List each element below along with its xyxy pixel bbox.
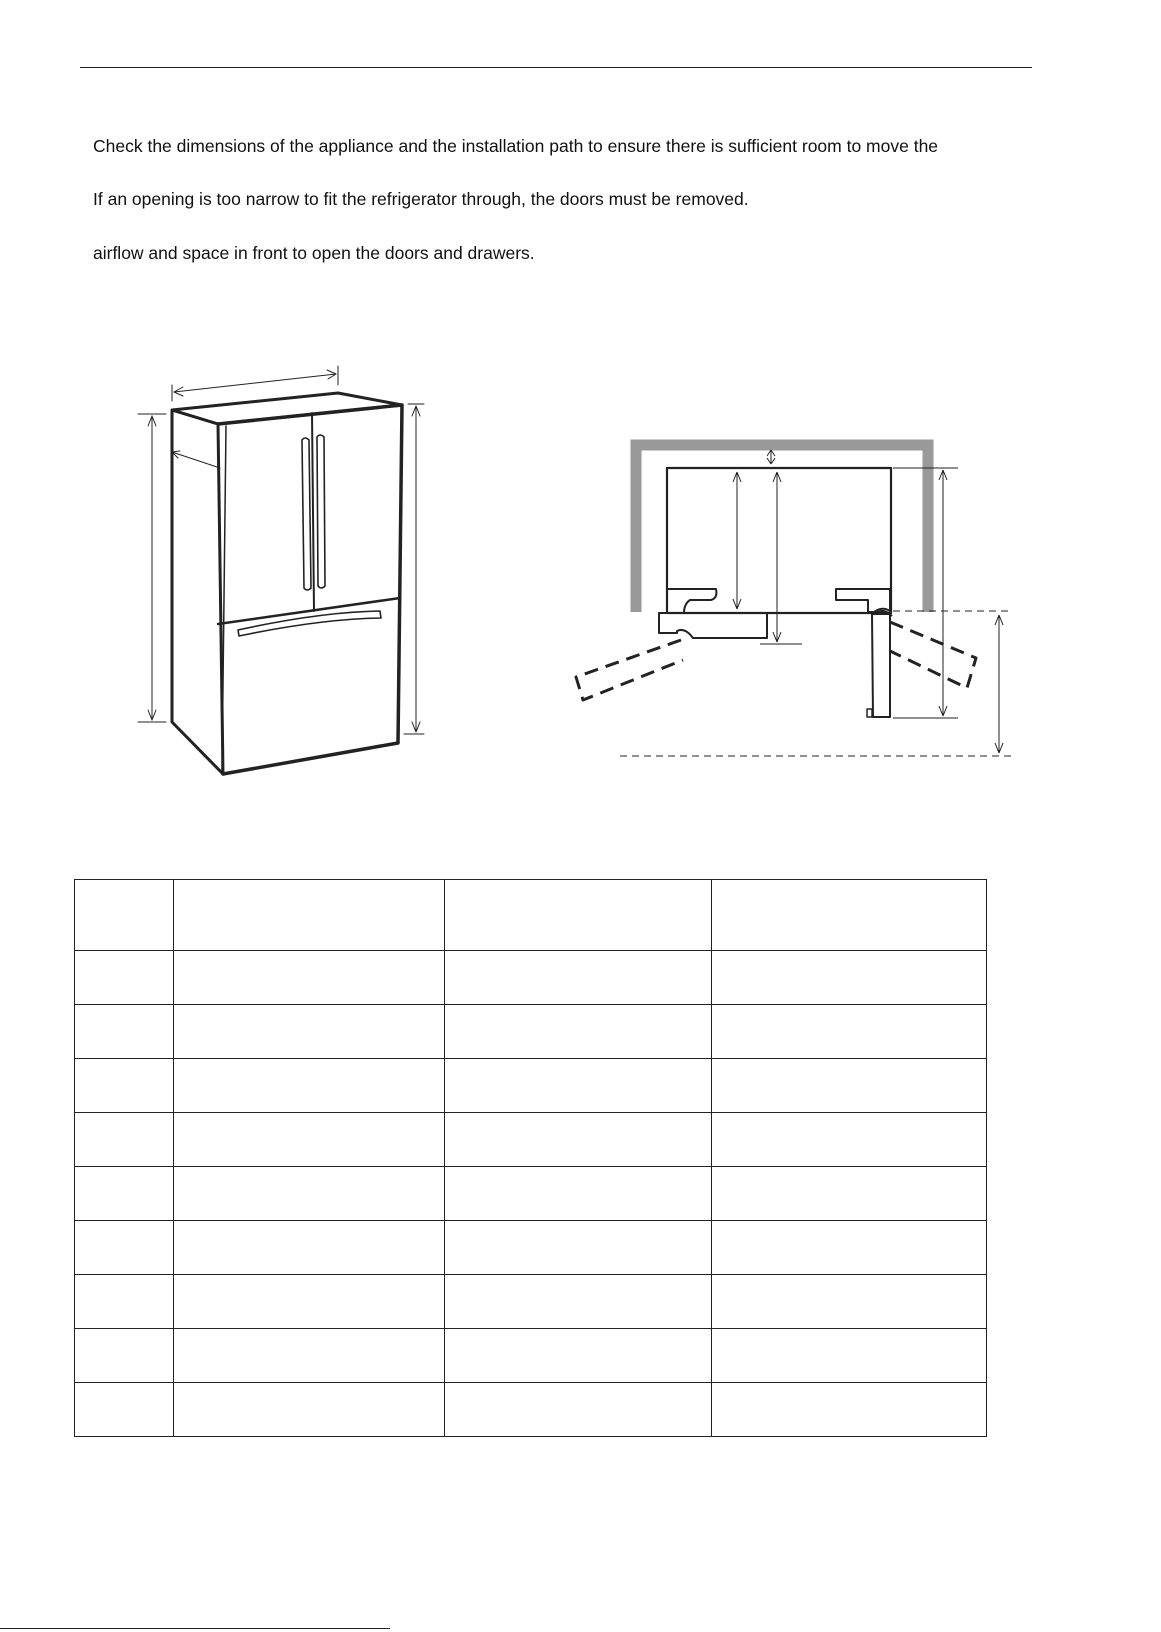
table-header-row [75,880,987,951]
table-cell [75,1383,174,1437]
table-row [75,951,987,1005]
table-cell [75,1113,174,1167]
table-row [75,1113,987,1167]
dimensions-table [74,879,987,1437]
table-cell [445,1383,712,1437]
table-cell [712,1329,987,1383]
table-header-cell [712,880,987,951]
table-cell [75,1329,174,1383]
table-cell [445,1113,712,1167]
table-cell [712,1167,987,1221]
table-cell [712,1059,987,1113]
table-row [75,1221,987,1275]
table-cell [445,1329,712,1383]
table-row [75,1275,987,1329]
table-cell [75,1221,174,1275]
table-cell [712,1383,987,1437]
table-row [75,1329,987,1383]
table-cell [75,1005,174,1059]
table-header-cell [75,880,174,951]
intro-line-1: Check the dimensions of the appliance and the installation path to ensure there is sufficient room to move the [93,136,939,156]
table-cell [174,1167,445,1221]
table-cell [445,1221,712,1275]
table-cell [75,1167,174,1221]
table-cell [75,1059,174,1113]
table-cell [174,1383,445,1437]
footer-rule [0,1628,390,1629]
table-cell [174,951,445,1005]
table-cell [712,951,987,1005]
table-cell [712,1113,987,1167]
table-cell [445,1059,712,1113]
table-cell [712,1005,987,1059]
table-cell [445,1167,712,1221]
table-cell [174,1113,445,1167]
table-row [75,1005,987,1059]
table-cell [712,1221,987,1275]
intro-line-2: If an opening is too narrow to fit the refrigerator through, the doors must be removed. [93,189,749,209]
table-cell [174,1059,445,1113]
table-cell [445,1275,712,1329]
table-cell [75,1275,174,1329]
table-header-cell [174,880,445,951]
table-cell [75,951,174,1005]
table-row [75,1059,987,1113]
table-cell [174,1005,445,1059]
table-cell [174,1275,445,1329]
table-cell [445,1005,712,1059]
table-row [75,1383,987,1437]
table-cell [712,1275,987,1329]
table-cell [174,1329,445,1383]
table-cell [445,951,712,1005]
intro-line-3: airflow and space in front to open the doors and drawers. [93,243,535,263]
table-cell [174,1221,445,1275]
table-row [75,1167,987,1221]
table-header-cell [445,880,712,951]
